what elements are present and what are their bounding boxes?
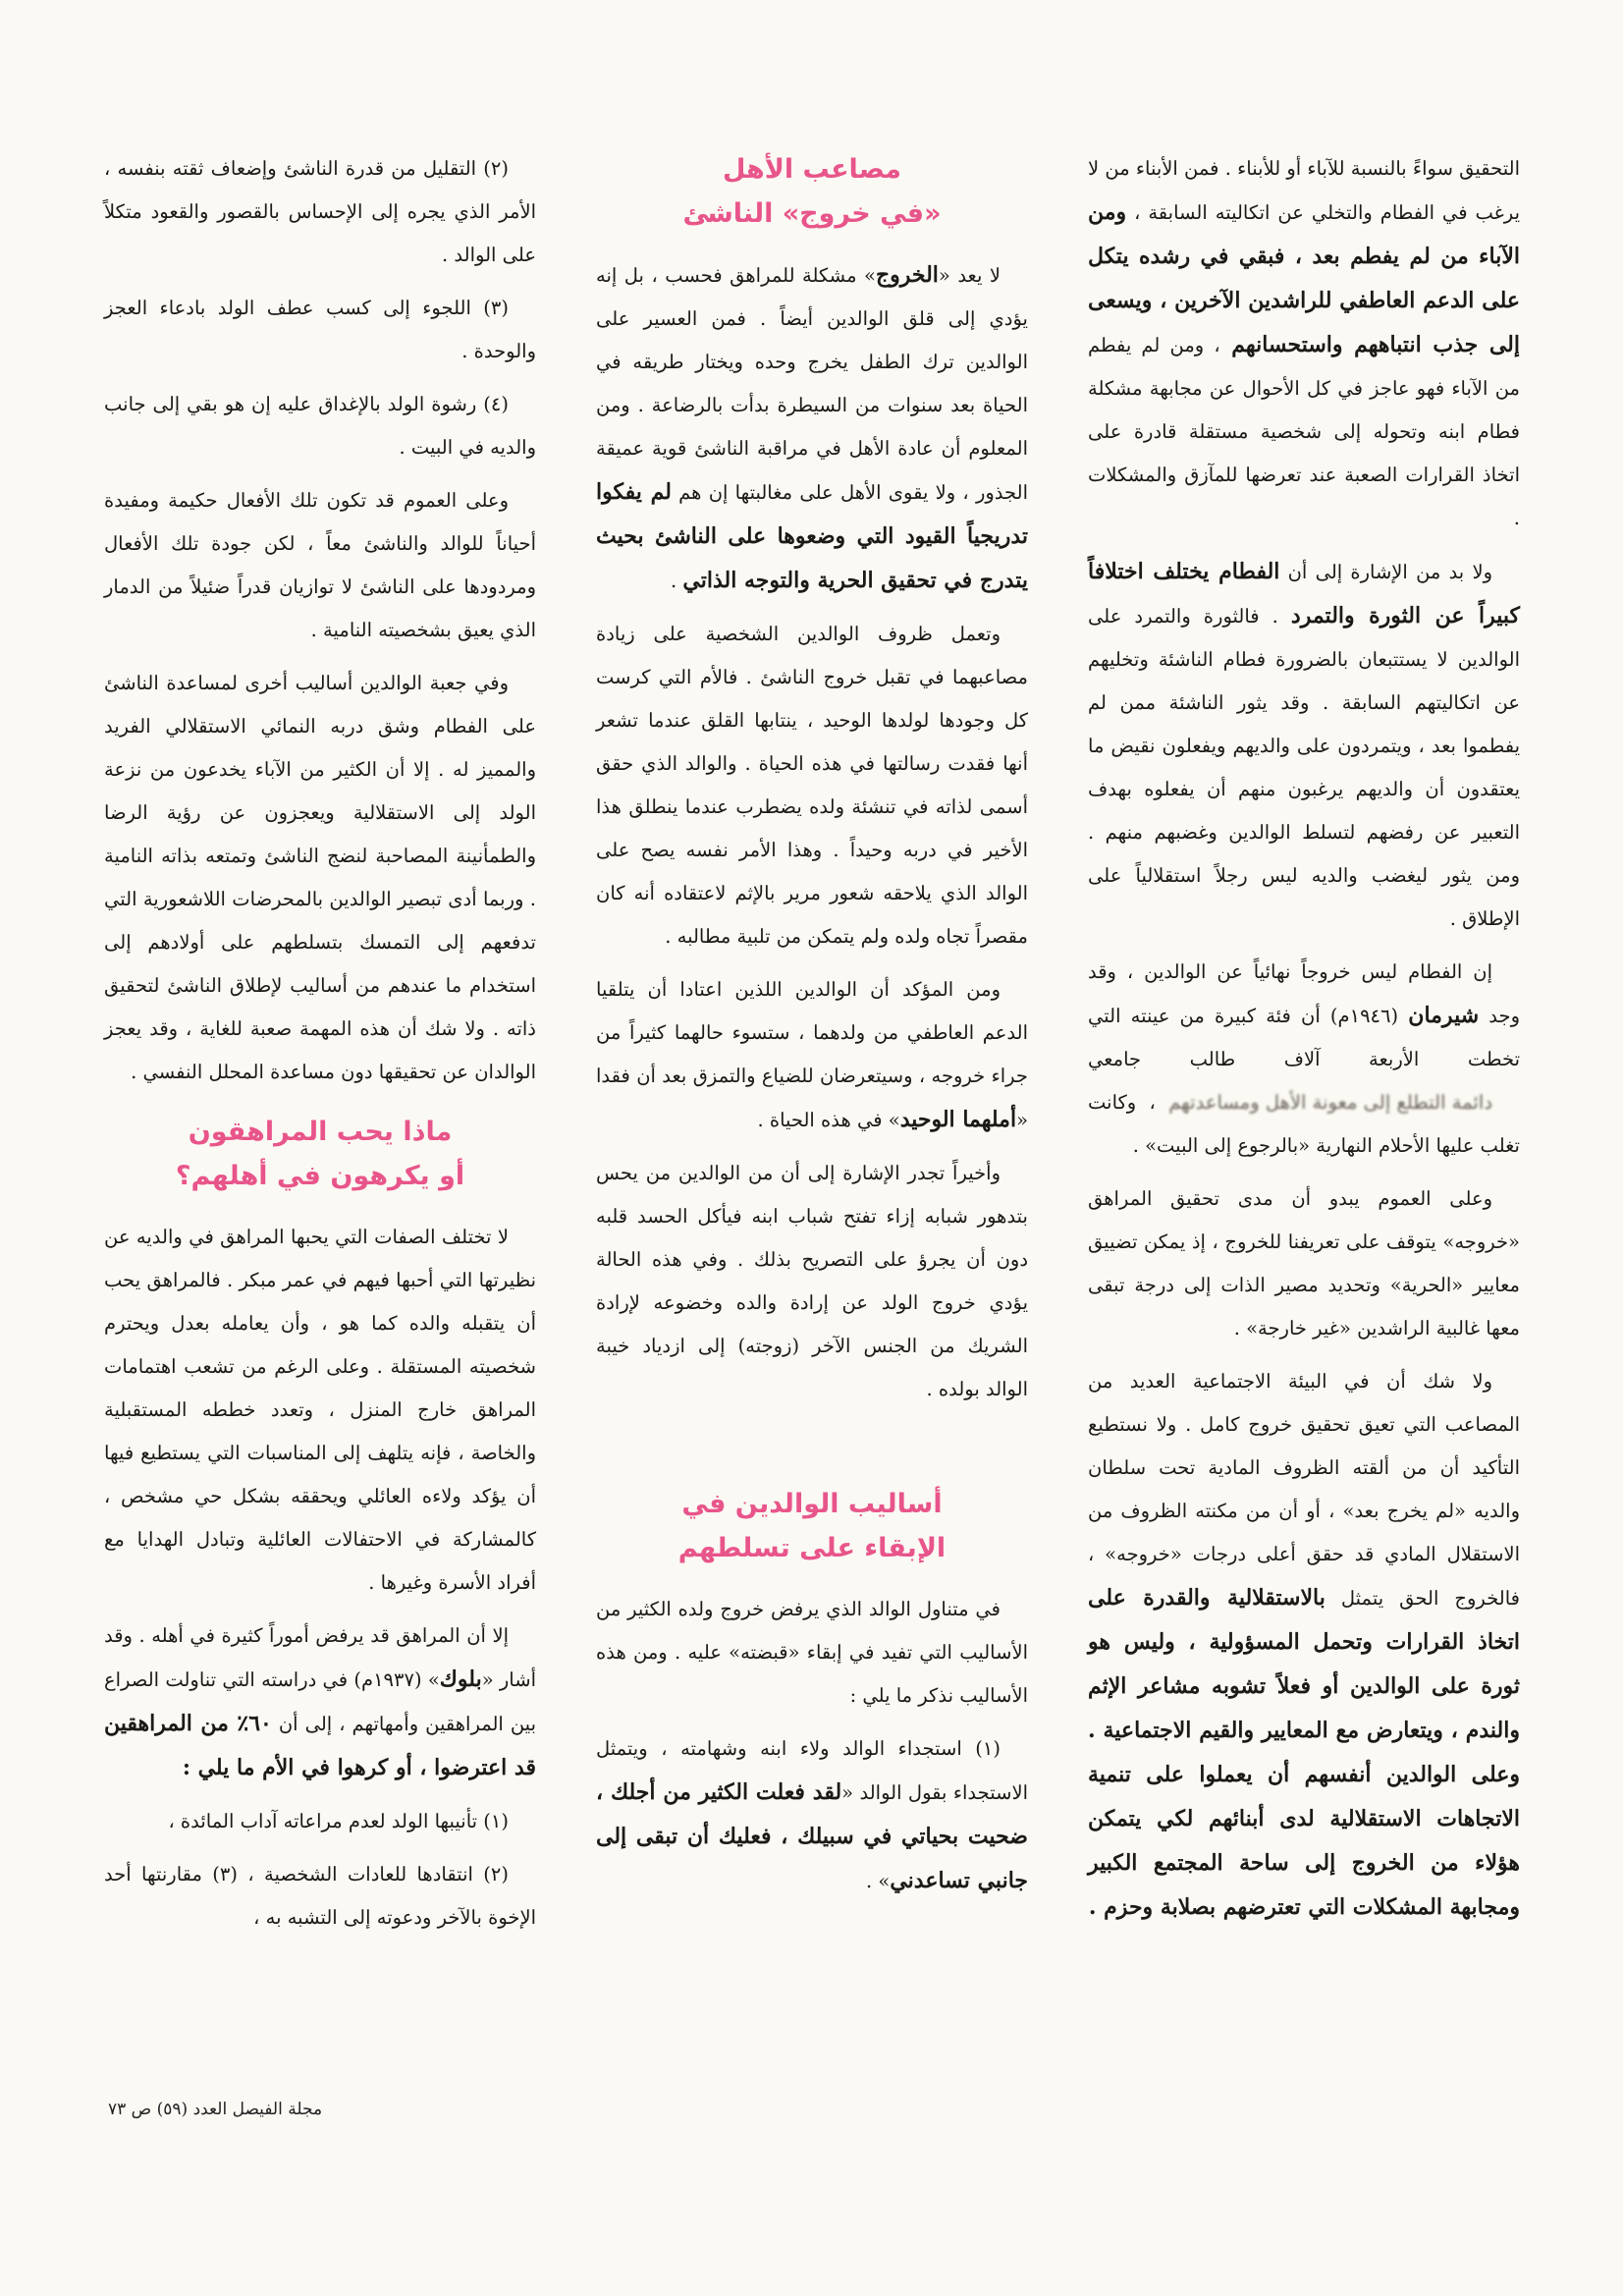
left-paragraph-4: وعلى العموم قد تكون تلك الأفعال حكيمة ومفيدة أحياناً للوالد والناشئ معاً ، لكن جودة تلك الأفعال ومردودها على الناشئ لا توازيان قدراً ضئيلاً من الدمار الذي يعيق بشخصيته النامية . <box>104 489 536 641</box>
text-run: لا يعد « <box>938 264 1001 287</box>
right-paragraph-5 <box>1088 1360 1520 1930</box>
heading-line: مصاعب الأهل <box>722 154 902 185</box>
left-list-item-4: (٤) رشوة الولد بالإغداق عليه إن هو بقي إلى جانب والديه في البيت . <box>104 393 536 459</box>
text-run: » مشكلة للمراهق فحسب ، بل إنه يؤدي إلى قلق الوالدين أيضاً . فمن العسير على الوالدين ترك الطفل يخرج وحده ويختار طريقه في الحياة بعد سنوات من السيطرة بدأت بالرضاعة . ومن المعلوم أن عادة الأهل في مراقبة الناشئ قوية عميقة الجذور ، ولا يقوى الأهل على مغالبتها إن هم <box>596 264 1028 504</box>
text-run: » في هذه الحياة . <box>757 1109 900 1131</box>
text-run: ولا شك أن في البيئة الاجتماعية العديد من المصاعب التي تعيق تحقيق خروج كامل . ولا نستطيع التأكيد أن من ألقته الظروف المادية تحت سلطان والديه «لم يخرج بعد» ، أو أن من مكنته الظروف من الاستقلال المادي قد حقق أعلى درجات «خروجه» ، فالخروج الحق يتمثل <box>1088 1370 1520 1610</box>
text-run: التحقيق سواءً بالنسبة للآباء أو للأبناء . فمن الأبناء من لا يرغب في الفطام والتخلي عن اتكاليته السابقة ، <box>1088 157 1520 224</box>
left-list-item-5: (١) تأنيبها الولد لعدم مراعاته آداب المائدة ، <box>168 1810 509 1832</box>
left-list-item-3: (٣) اللجوء إلى كسب عطف الولد بادعاء العجز والوحدة . <box>104 297 536 362</box>
blurred-text-run: دائمة التطلع إلى معونة الأهل ومساعدتهم <box>1168 1091 1492 1114</box>
text-run: ، وكانت تغلب عليها الأحلام النهارية «بالرجوع إلى البيت» . <box>1088 1091 1520 1157</box>
text-run: ، ومن لم يفطم من الآباء فهو عاجز في كل الأحوال عن مجابهة مشكلة فطام ابنه وتحوله إلى شخصية مستقلة قادرة على اتخاذ القرارات الصعبة عند تعرضها للمآزق والمشكلات . <box>1088 334 1520 529</box>
bold-run: ومن الآباء من لم يفطم بعد ، فبقي في رشده يتكل على الدعم العاطفي للراشدين الآخرين ، ويسعى إلى جذب انتباههم واستحسانهم <box>1088 199 1521 357</box>
page-footer: مجلة الفيصل العدد (٥٩) ص ٧٣ <box>108 2100 323 2119</box>
section-heading-teen-likes <box>104 1110 536 1198</box>
text-run: » . <box>866 1870 891 1892</box>
left-list-item-6: (٢) انتقادها للعادات الشخصية ، (٣) مقارنتها أحد الإخوة بالآخر ودعوته إلى التشبه به ، <box>104 1863 536 1929</box>
left-list-item-2: (٢) التقليل من قدرة الناشئ وإضعاف ثقته بنفسه ، الأمر الذي يجره إلى الإحساس بالقصور والقعود متكلاً على الوالد . <box>104 157 536 266</box>
middle-paragraph-4: وأخيراً تجدر الإشارة إلى أن من الوالدين من يحس بتدهور شبابه إزاء تفتح شباب ابنه فيأكل الحسد قلبه دون أن يجرؤ على التصريح بذلك . وفي هذه الحالة يؤدي خروج الولد عن إرادة والده وخضوعه لإرادة الشريك من الجنس الآخر (زوجته) إلى ازدياد خيبة الوالد بولده . <box>596 1162 1028 1400</box>
bold-run: شيرمان <box>1408 1003 1480 1028</box>
heading-line: «في خروج» الناشئ <box>682 198 942 229</box>
text-run: (١٩٤٦م) أن فئة كبيرة من عينته التي تخطت الأربعة آلاف طالب جامعي <box>1088 1005 1520 1070</box>
right-column <box>1088 147 1520 1940</box>
text-run: . فالثورة والتمرد على الوالدين لا يستتبعان بالضرورة فطام الناشئة وتخليهم عن اتكاليتهم السابقة . وقد يثور الناشئة ممن لم يفطموا بعد ، ويتمردون على والديهم ويفعلون نقيض ما يعتقدون أن والديهم يرغبون منهم أن يفعلوه بهدف التعبير عن رفضهم لتسلط الوالدين وغضبهم منهم . ومن يثور ليغضب والديه ليس رجلاً استقلالياً على الإطلاق . <box>1088 605 1520 930</box>
left-paragraph-5: وفي جعبة الوالدين أساليب أخرى لمساعدة الناشئ على الفطام وشق دربه النمائي الاستقلالي الفريد والمميز له . إلا أن الكثير من الآباء يخدعون من نزعة الولد إلى الاستقلالية ويعجزون عن رؤية الرضا والطمأنينة المصاحبة لنضج الناشئ وتمتعه بذاته النامية . وربما أدى تبصير الوالدين بالمحرضات اللاشعورية التي تدفعهم إلى التمسك بتسلطهم على أولادهم إلى استخدام ما عندهم من أساليب لإطلاق الناشئ لتحقيق ذاته . ولا شك أن هذه المهمة صعبة للغاية ، وقد يعجز الوالدان عن تحقيقها دون مساعدة المحلل النفسي . <box>104 672 536 1083</box>
left-paragraph-6: لا تختلف الصفات التي يحبها المراهق في والديه عن نظيرتها التي أحبها فيهم في عمر مبكر . فالمراهق يحب أن يتقبله والده كما هو ، وأن يعامله بعدل ويحترم شخصيته المستقلة . وعلى الرغم من تشعب اهتمامات المراهق خارج المنزل ، وتعدد خططه المستقبلية والخاصة ، فإنه يتلهف إلى المناسبات التي يستطيع فيها أن يؤكد ولاءه العائلي ويحققه بشكل حي مشخص ، كالمشاركة في الاحتفالات العائلية وتبادل الهدايا مع أفراد الأسرة وغيرها . <box>104 1226 536 1594</box>
section-heading-parents-methods <box>596 1482 1028 1570</box>
text-run: ومن المؤكد أن الوالدين اللذين اعتادا أن يتلقيا الدعم العاطفي من ولدهما ، ستسوء حالهما كثيراً من جراء خروجه ، وسيتعرضان للضياع والتمزق بعد أن فقدا « <box>596 978 1028 1131</box>
text-run: . <box>671 570 683 592</box>
section-gap <box>596 1421 1028 1466</box>
text-run: » (١٩٣٧م) في دراسته التي تناولت الصراع بين المراهقين وأمهاتهم ، إلى أن <box>104 1668 536 1735</box>
section-heading-parents-difficulties <box>596 147 1028 236</box>
bold-run: بالاستقلالية والقدرة على اتخاذ القرارات وتحمل المسؤولية ، وليس هو ثورة على الوالدين أو فعلاً تشوبه مشاعر الإثم والندم ، ويتعارض مع المعايير والقيم الاجتماعية . وعلى الوالدين أنفسهم أن يعملوا على تنمية الاتجاهات الاستقلالية لدى أبنائهم لكي يتمكن هؤلاء من الخروج إلى ساحة المجتمع الكبير ومجابهة المشكلات التي تعترضهم بصلابة وحزم . <box>1088 1585 1520 1920</box>
middle-paragraph-6 <box>596 1727 1028 1903</box>
middle-column <box>596 147 1028 1913</box>
bold-run: الفطام يختلف اختلافاً كبيراً عن الثورة والتمرد <box>1088 559 1520 629</box>
heading-line: الإبقاء على تسلطهم <box>677 1533 947 1563</box>
middle-paragraph-5: في متناول الوالد الذي يرفض خروج ولده الكثير من الأساليب التي تفيد في إبقاء «قبضته» عليه . ومن هذه الأساليب نذكر ما يلي : <box>596 1598 1028 1707</box>
bold-run: لقد فعلت الكثير من أجلك ، ضحيت بحياتي في سبيلك ، فعليك أن تبقى إلى جانبي تساعدني <box>596 1779 1028 1893</box>
right-paragraph-1 <box>1088 147 1520 540</box>
left-column <box>104 147 536 1949</box>
heading-line: ماذا يحب المراهقون <box>188 1117 453 1147</box>
middle-paragraph-2: وتعمل ظروف الوالدين الشخصية على زيادة مصاعبهما في تقبل خروج الناشئ . فالأم التي كرست كل وجودها لولدها الوحيد ، ينتابها القلق عندما تشعر أنها فقدت رسالتها في هذه الحياة . والوالد الذي حقق أسمى لذاته في تنشئة ولده يضطرب عندما ينطلق هذا الأخير في دربه وحيداً . وهذا الأمر نفسه يصح على الوالد الذي يلاحقه شعور مرير بالإثم لاعتقاده أنه كان مقصراً تجاه ولده ولم يتمكن من تلبية مطالبه . <box>596 623 1028 948</box>
bold-run: لم يفكوا تدريجياً القيود التي وضعوها على الناشئ بحيث يتدرج في تحقيق الحرية والتوجه الذاتي <box>596 479 1028 593</box>
bold-run: أملهما الوحيد <box>899 1107 1017 1132</box>
right-paragraph-2 <box>1088 550 1520 941</box>
right-paragraph-3 <box>1088 951 1520 1168</box>
heading-line: أو يكرهون في أهلهم؟ <box>175 1161 465 1191</box>
bold-run: الخروج <box>875 262 939 288</box>
text-run: إن الفطام ليس خروجاً نهائياً عن الوالدين ، وقد وجد <box>1088 960 1521 1027</box>
bold-run: بلوك <box>439 1667 482 1692</box>
text-run: ولا بد من الإشارة إلى أن <box>1279 561 1492 583</box>
left-paragraph-7 <box>104 1614 536 1790</box>
middle-paragraph-1 <box>596 253 1028 603</box>
text-run: إلا أن المراهق قد يرفض أموراً كثيرة في أهله . وقد أشار « <box>104 1624 536 1691</box>
heading-line: أساليب الوالدين في <box>681 1489 943 1519</box>
bold-run: ٦٠٪ من المراهقين قد اعترضوا ، أو كرهوا في الأم ما يلي : <box>104 1711 536 1780</box>
middle-paragraph-3 <box>596 968 1028 1142</box>
right-paragraph-4: وعلى العموم يبدو أن مدى تحقيق المراهق «خروجه» يتوقف على تعريفنا للخروج ، إذ يمكن تضييق معايير «الحرية» وتحديد مصير الذات إلى درجة تبقى معها غالبية الراشدين «غير خارجة» . <box>1088 1187 1520 1339</box>
text-run: (١) استجداء الوالد ولاء ابنه وشهامته ، ويتمثل الاستجداء بقول الوالد « <box>596 1737 1028 1804</box>
